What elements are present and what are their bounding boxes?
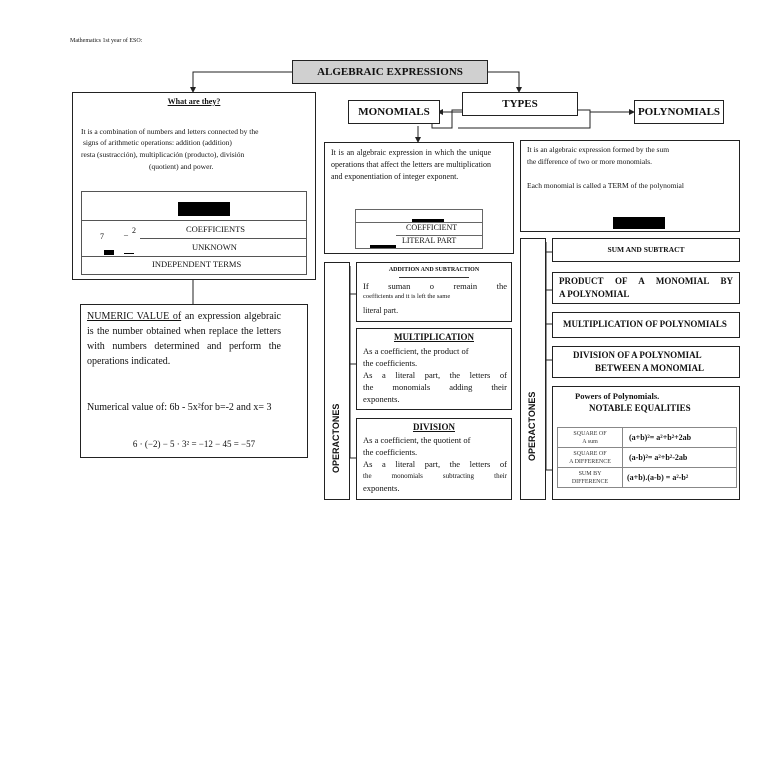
redacted-expression xyxy=(178,202,230,216)
polynomial-definition-line-2: the difference of two or more monomials. xyxy=(527,157,653,166)
numeric-value-formula: 6 · (−2) − 5 · 3² = −12 − 45 = −57 xyxy=(132,439,256,449)
powers-title: Powers of Polynomials. xyxy=(575,391,660,401)
polynomial-operations-label: OPERACTONES xyxy=(527,391,537,461)
page-header: Mathematics 1st year of ESO: xyxy=(70,38,143,44)
numeric-value-title: NUMERIC VALUE of xyxy=(87,311,182,322)
what-are-they-title: What are they? xyxy=(167,97,221,106)
mono-div-line-4: the monomials subtracting their xyxy=(363,472,507,480)
poly-sum-box: SUM AND SUBTRACT xyxy=(552,238,740,262)
example-table xyxy=(81,191,307,275)
equality-name xyxy=(558,448,623,468)
equality-name xyxy=(558,428,623,448)
mono-mult-line-4: the monomials adding their xyxy=(363,382,507,392)
equality-formula: (a+b)²= a²+b²+2ab xyxy=(629,433,692,442)
what-are-they-box xyxy=(72,92,316,280)
poly-product-line-2: A POLYNOMIAL xyxy=(559,289,630,299)
monomial-operations-label: OPERACTONES xyxy=(331,403,341,473)
row-independent-terms: INDEPENDENT TERMS xyxy=(152,259,242,269)
mono-addition-line-1: If suman o remain the xyxy=(363,281,507,291)
mono-addition-line-3: literal part. xyxy=(363,306,399,315)
equality-name xyxy=(558,468,623,488)
monomial-row-literal: LITERAL PART xyxy=(402,236,457,245)
mono-div-line-3: As a literal part, the letters of xyxy=(363,459,507,469)
monomial-operations-bar xyxy=(324,262,350,500)
equality-name-line-2: A sum xyxy=(582,438,598,445)
mono-mult-line-3: As a literal part, the letters of xyxy=(363,370,507,380)
equality-formula: (a+b).(a-b) = a²-b² xyxy=(627,473,689,482)
notable-equalities-table xyxy=(557,427,737,488)
mono-division-title: DIVISION xyxy=(412,422,455,432)
mono-mult-line-2: the coefficients. xyxy=(363,358,418,368)
monomial-definition-text: It is an algebraic expression in which the unique operations that affect the letters are multiplication and exponentiation of integer exponent. xyxy=(331,148,491,181)
definition-line-4: (quotient) and power. xyxy=(149,162,214,171)
equality-name-line-1: SUM BY xyxy=(578,470,602,477)
numeric-value-example: Numerical value of: 6b - 5x²for b=-2 and x= 3 xyxy=(87,402,272,413)
definition-line-2: signs of arithmetic operations: addition (addition) xyxy=(83,138,232,147)
poly-product-line-1: PRODUCT OF A MONOMIAL BY xyxy=(559,276,733,286)
redacted-mark xyxy=(104,250,114,255)
mono-addition-box xyxy=(356,262,512,322)
poly-product-box xyxy=(552,272,740,304)
row-coefficients: COEFFICIENTS xyxy=(186,224,246,234)
numeric-value-box xyxy=(80,304,308,458)
monomials-label: MONOMIALS xyxy=(348,100,440,124)
types-box: TYPES xyxy=(462,92,578,116)
polynomial-operations-bar xyxy=(520,238,546,500)
mono-division-box xyxy=(356,418,512,500)
notable-equalities-box xyxy=(552,386,740,500)
main-title: ALGEBRAIC EXPRESSIONS xyxy=(292,60,488,84)
polynomial-definition-line-3: Each monomial is called a TERM of the polynomial xyxy=(527,181,684,190)
example-number: 7 xyxy=(100,232,104,241)
definition-line-1: It is a combination of numbers and letters connected by the xyxy=(81,127,259,136)
example-fraction-dash: – xyxy=(124,230,128,239)
poly-division-line-2: BETWEEN A MONOMIAL xyxy=(595,363,705,373)
mono-div-line-2: the coefficients. xyxy=(363,447,418,457)
mono-mult-line-5: exponents. xyxy=(363,394,400,404)
monomial-row-coefficient: COEFFICIENT xyxy=(406,223,458,232)
table-row xyxy=(558,448,737,468)
monomial-definition-box xyxy=(324,142,514,254)
mono-multiplication-box xyxy=(356,328,512,410)
polynomials-label: POLYNOMIALS xyxy=(634,100,724,124)
equality-name-line-2: DIFFERENCE xyxy=(571,478,609,485)
numeric-value-text xyxy=(87,309,281,369)
row-unknown: UNKNOWN xyxy=(192,242,237,252)
mono-multiplication-text xyxy=(363,345,507,405)
equality-name-line-2: A DIFFERENCE xyxy=(569,458,611,465)
mono-multiplication-title: MULTIPLICATION xyxy=(393,332,474,342)
poly-division-line-1: DIVISION OF A POLYNOMIAL xyxy=(573,350,702,360)
table-row xyxy=(558,468,737,488)
equality-formula: (a-b)²= a²+b²-2ab xyxy=(629,453,688,462)
poly-mult-box: MULTIPLICATION OF POLYNOMIALS xyxy=(552,312,740,338)
mono-mult-line-1: As a coefficient, the product of xyxy=(363,346,469,356)
notable-equalities-title: NOTABLE EQUALITIES xyxy=(589,403,691,413)
equality-name-line-1: SQUARE OF xyxy=(573,430,607,437)
equality-name-line-1: SQUARE OF xyxy=(573,450,607,457)
mono-addition-title: ADDITION AND SUBTRACTION xyxy=(388,267,480,273)
mono-div-line-5: exponents. xyxy=(363,483,400,493)
polynomial-definition-line-1: It is an algebraic expression formed by the sum xyxy=(527,145,670,154)
polynomial-definition-box xyxy=(520,140,740,232)
mono-addition-line-2: coefficients and it is left the same xyxy=(363,293,451,300)
poly-division-box xyxy=(552,346,740,378)
numeric-value-body: an expression algebraic is the number obtained when replace the letters with numbers determined and perform the operations indicated. xyxy=(87,311,281,367)
definition-line-3: resta (sustracción), multiplicación (producto), división xyxy=(81,150,245,159)
redacted-polynomial xyxy=(613,217,665,229)
table-row xyxy=(558,428,737,448)
mono-division-text xyxy=(363,434,507,494)
monomial-table xyxy=(355,209,483,249)
example-fraction: 2 xyxy=(132,226,136,235)
mono-div-line-1: As a coefficient, the quotient of xyxy=(363,435,471,445)
